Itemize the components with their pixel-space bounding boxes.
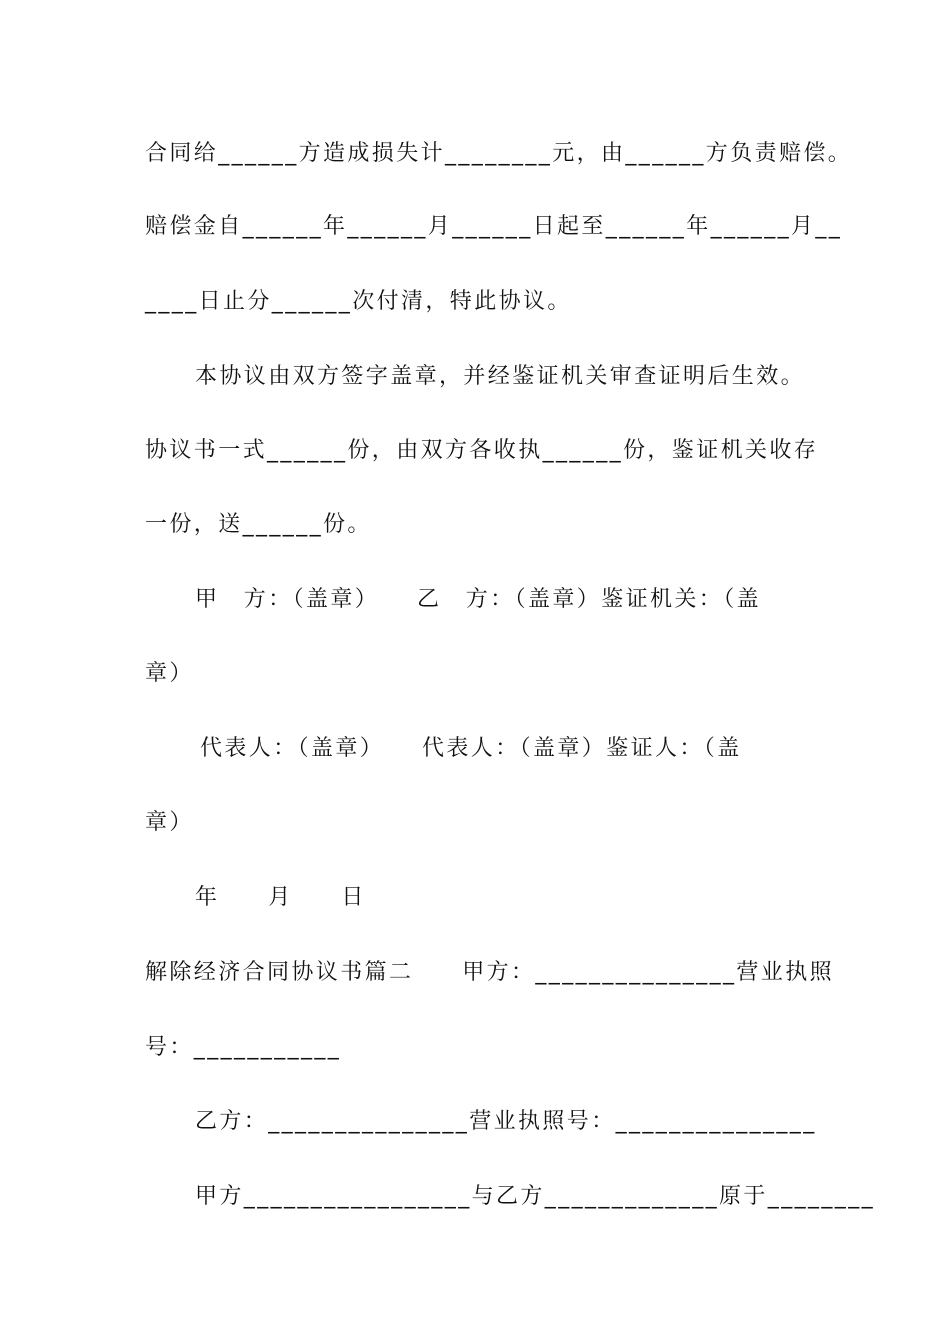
text-line-2: 赔偿金自______年______月______日起至______年______月__ [145,214,843,239]
text-line-6: 一份，送______份。 [145,512,372,537]
license-number-line: 号：___________ [145,1035,342,1060]
text-line-5: 协议书一式______份，由双方各收执______份，鉴证机关收存 [145,438,819,463]
section-title-line: 解除经济合同协议书篇二 甲方：_______________营业执照 [145,960,835,985]
signature-line-parties-cont: 章） [145,661,194,686]
signature-line-representatives-cont: 章） [145,810,194,835]
date-line: 年 月 日 [195,885,366,910]
party-b-line: 乙方：_______________营业执照号：_______________ [195,1109,817,1134]
signature-line-parties: 甲 方：（盖章） 乙 方：（盖章）鉴证机关：（盖 [195,587,762,612]
text-line-3: ____日止分______次付清，特此协议。 [145,289,572,314]
signature-line-representatives: 代表人：（盖章） 代表人：（盖章）鉴证人：（盖 [200,736,742,761]
text-line-4: 本协议由双方签字盖章，并经鉴证机关审查证明后生效。 [195,364,806,389]
text-line-1: 合同给______方造成损失计________元，由______方负责赔偿。 [145,141,853,166]
text-line-last: 甲方_________________与乙方_____________原于________ [195,1184,876,1209]
